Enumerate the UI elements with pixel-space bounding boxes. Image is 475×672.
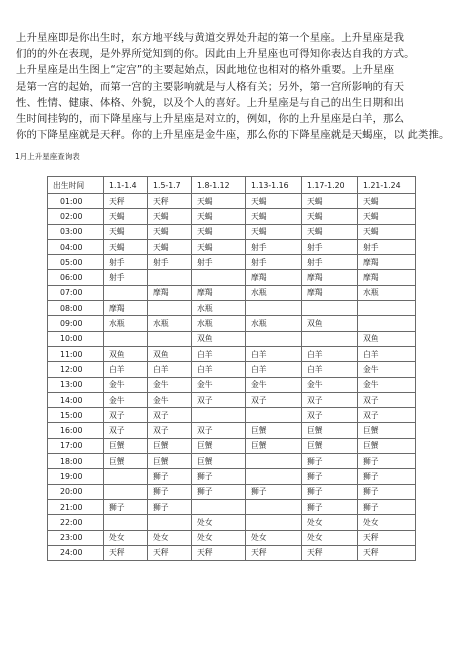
sign-cell [104,484,148,499]
sign-cell: 巨蟹 [192,454,246,469]
time-cell: 15:00 [48,408,104,423]
sign-cell: 天秤 [148,194,192,209]
sign-cell: 天秤 [104,545,148,560]
sign-cell: 处女 [246,530,302,545]
intro-paragraph [16,30,466,143]
time-cell: 19:00 [48,469,104,484]
sign-cell: 天蝎 [358,224,416,239]
time-cell: 20:00 [48,484,104,499]
sign-cell: 处女 [104,530,148,545]
sign-cell: 巨蟹 [246,438,302,453]
sign-cell [104,331,148,346]
sign-cell: 摩羯 [246,270,302,285]
sign-cell: 天蝎 [246,209,302,224]
time-cell: 21:00 [48,499,104,514]
table-row [48,270,416,285]
sign-cell: 天蝎 [104,209,148,224]
table-row [48,454,416,469]
sign-cell: 天蝎 [302,209,358,224]
table-caption: 1月上升星座查询表 [15,152,80,161]
sign-cell: 狮子 [192,469,246,484]
sign-cell [192,499,246,514]
column-header: 1.21-1.24 [358,177,416,194]
sign-cell: 白羊 [246,362,302,377]
table-row [48,331,416,346]
sign-cell: 射手 [148,255,192,270]
sign-cell [358,301,416,316]
sign-cell: 摩羯 [148,285,192,300]
table-row [48,255,416,270]
sign-cell: 天蝎 [358,194,416,209]
time-cell: 22:00 [48,515,104,530]
paragraph-line: 上升星座是出生图上“定宫”的主要起始点，因此地位也相对的格外重要。上升星座 [16,64,395,77]
paragraph-line: 你的下降星座就是天秤。你的上升星座是金牛座，那么你的下降星座就是天蝎座，以 此类推。 [16,129,450,142]
sign-cell: 狮子 [192,484,246,499]
sign-cell: 水瓶 [148,316,192,331]
sign-cell: 双子 [104,423,148,438]
sign-cell: 巨蟹 [358,423,416,438]
sign-cell: 金牛 [148,392,192,407]
sign-cell: 射手 [246,255,302,270]
sign-cell: 天秤 [358,545,416,560]
time-cell: 12:00 [48,362,104,377]
sign-cell [246,301,302,316]
sign-cell: 巨蟹 [358,438,416,453]
sign-cell: 射手 [246,239,302,254]
sign-cell: 天蝎 [148,239,192,254]
sign-cell: 双子 [148,408,192,423]
time-cell: 24:00 [48,545,104,560]
ascendant-table [47,176,416,561]
sign-cell: 双子 [192,423,246,438]
sign-cell: 双子 [358,392,416,407]
sign-cell: 水瓶 [358,285,416,300]
paragraph-line: 生时间挂钩的，而下降星座与上升星座是对立的，例如，你的上升星座是白羊，那么 [16,113,405,126]
sign-cell: 天蝎 [104,224,148,239]
table-row [48,530,416,545]
time-cell: 16:00 [48,423,104,438]
table-row [48,545,416,560]
sign-cell: 处女 [192,530,246,545]
time-cell: 13:00 [48,377,104,392]
sign-cell: 双鱼 [192,331,246,346]
sign-cell: 狮子 [302,484,358,499]
time-cell: 08:00 [48,301,104,316]
sign-cell: 天秤 [148,545,192,560]
sign-cell: 射手 [302,239,358,254]
sign-cell: 白羊 [302,346,358,361]
sign-cell: 天蝎 [192,239,246,254]
sign-cell: 天蝎 [148,209,192,224]
sign-cell: 狮子 [148,484,192,499]
sign-cell: 狮子 [302,499,358,514]
sign-cell: 双子 [358,408,416,423]
sign-cell: 天蝎 [104,239,148,254]
sign-cell: 巨蟹 [302,423,358,438]
column-header: 1.1-1.4 [104,177,148,194]
table-row [48,469,416,484]
sign-cell [148,515,192,530]
sign-cell: 天秤 [302,545,358,560]
sign-cell: 天蝎 [246,194,302,209]
sign-cell [246,499,302,514]
sign-cell: 金牛 [246,377,302,392]
sign-cell [192,408,246,423]
sign-cell: 金牛 [302,377,358,392]
sign-cell [246,331,302,346]
time-cell: 17:00 [48,438,104,453]
time-cell: 06:00 [48,270,104,285]
time-cell: 11:00 [48,346,104,361]
sign-cell: 处女 [192,515,246,530]
sign-cell [192,270,246,285]
paragraph-line: 们的的外在表现，是外界所觉知到的你。因此由上升星座也可得知你表达自我的方式。 [16,48,415,61]
column-header: 出生时间 [48,177,104,194]
sign-cell: 双鱼 [148,346,192,361]
sign-cell: 狮子 [148,469,192,484]
sign-cell: 狮子 [358,499,416,514]
sign-cell: 水瓶 [192,316,246,331]
sign-cell: 狮子 [246,484,302,499]
sign-cell: 白羊 [148,362,192,377]
table-row [48,316,416,331]
sign-cell: 金牛 [148,377,192,392]
sign-cell: 双子 [104,408,148,423]
sign-cell: 狮子 [302,469,358,484]
sign-cell: 双鱼 [302,316,358,331]
sign-cell: 天蝎 [358,209,416,224]
sign-cell: 摩羯 [358,255,416,270]
sign-cell: 射手 [104,255,148,270]
table-row [48,392,416,407]
sign-cell: 狮子 [104,499,148,514]
sign-cell: 白羊 [246,346,302,361]
sign-cell: 摩羯 [302,285,358,300]
sign-cell: 白羊 [192,362,246,377]
table-body [48,194,416,561]
sign-cell [302,301,358,316]
sign-cell: 巨蟹 [192,438,246,453]
table-row [48,362,416,377]
sign-cell: 射手 [192,255,246,270]
sign-cell: 狮子 [358,484,416,499]
sign-cell: 水瓶 [246,285,302,300]
sign-cell [104,515,148,530]
sign-cell [148,331,192,346]
sign-cell: 摩羯 [104,301,148,316]
sign-cell: 白羊 [104,362,148,377]
table-row [48,224,416,239]
sign-cell: 摩羯 [358,270,416,285]
sign-cell: 射手 [358,239,416,254]
time-cell: 07:00 [48,285,104,300]
sign-cell: 巨蟹 [302,438,358,453]
sign-cell: 天蝎 [192,194,246,209]
sign-cell: 巨蟹 [246,423,302,438]
table-row [48,515,416,530]
sign-cell: 处女 [302,530,358,545]
sign-cell: 天蝎 [302,194,358,209]
sign-cell: 处女 [302,515,358,530]
sign-cell: 水瓶 [104,316,148,331]
time-cell: 23:00 [48,530,104,545]
sign-cell: 天秤 [246,545,302,560]
table-row [48,346,416,361]
sign-cell: 天蝎 [148,224,192,239]
sign-cell [104,285,148,300]
table-row [48,423,416,438]
time-cell: 14:00 [48,392,104,407]
column-header: 1.17-1.20 [302,177,358,194]
sign-cell: 射手 [302,255,358,270]
table-row [48,301,416,316]
sign-cell: 水瓶 [246,316,302,331]
sign-cell: 巨蟹 [104,438,148,453]
paragraph-line: 性、性情、健康、体格、外貌，以及个人的喜好。上升星座是与自己的出生日期和出 [16,96,405,109]
table-row [48,285,416,300]
sign-cell: 处女 [148,530,192,545]
sign-cell: 天蝎 [192,209,246,224]
sign-cell: 狮子 [358,454,416,469]
sign-cell: 双子 [302,392,358,407]
time-cell: 02:00 [48,209,104,224]
sign-cell [358,316,416,331]
paragraph-line: 上升星座即是你出生时，东方地平线与黄道交界处升起的第一个星座。上升星座是我 [16,32,405,44]
sign-cell: 天蝎 [302,224,358,239]
sign-cell: 金牛 [358,362,416,377]
sign-cell [104,469,148,484]
sign-cell: 双子 [246,392,302,407]
sign-cell [148,301,192,316]
sign-cell [246,469,302,484]
column-header: 1.8-1.12 [192,177,246,194]
column-header: 1.13-1.16 [246,177,302,194]
sign-cell: 白羊 [358,346,416,361]
time-cell: 03:00 [48,224,104,239]
table-row [48,408,416,423]
sign-cell: 处女 [358,515,416,530]
sign-cell: 金牛 [104,392,148,407]
sign-cell: 巨蟹 [104,454,148,469]
sign-cell: 双鱼 [358,331,416,346]
time-cell: 18:00 [48,454,104,469]
sign-cell: 巨蟹 [148,438,192,453]
table-row [48,377,416,392]
time-cell: 04:00 [48,239,104,254]
table-row [48,239,416,254]
column-header: 1.5-1.7 [148,177,192,194]
sign-cell: 白羊 [192,346,246,361]
paragraph-line: 是第一宫的起始，而第一宫的主要影响就是与人格有关；另外，第一宫所影响的有天 [16,80,405,93]
table-header-row [48,177,416,194]
time-cell: 09:00 [48,316,104,331]
sign-cell: 双子 [302,408,358,423]
time-cell: 10:00 [48,331,104,346]
table-row [48,194,416,209]
sign-cell: 双鱼 [104,346,148,361]
sign-cell: 天秤 [104,194,148,209]
sign-cell: 摩羯 [192,285,246,300]
sign-cell [246,515,302,530]
table-row [48,484,416,499]
sign-cell: 白羊 [302,362,358,377]
sign-cell: 水瓶 [192,301,246,316]
sign-cell: 天秤 [192,545,246,560]
sign-cell: 天蝎 [192,224,246,239]
time-cell: 05:00 [48,255,104,270]
sign-cell: 金牛 [358,377,416,392]
sign-cell: 金牛 [104,377,148,392]
sign-cell: 射手 [104,270,148,285]
sign-cell: 双子 [148,423,192,438]
sign-cell: 双子 [192,392,246,407]
table-row [48,209,416,224]
sign-cell [148,270,192,285]
sign-cell: 金牛 [192,377,246,392]
sign-cell [246,454,302,469]
table-row [48,499,416,514]
sign-cell: 巨蟹 [148,454,192,469]
sign-cell: 摩羯 [302,270,358,285]
sign-cell: 狮子 [358,469,416,484]
table-row [48,438,416,453]
time-cell: 01:00 [48,194,104,209]
sign-cell: 狮子 [302,454,358,469]
sign-cell: 天蝎 [246,224,302,239]
sign-cell [246,408,302,423]
sign-cell [302,331,358,346]
sign-cell: 天秤 [358,530,416,545]
sign-cell: 狮子 [148,499,192,514]
